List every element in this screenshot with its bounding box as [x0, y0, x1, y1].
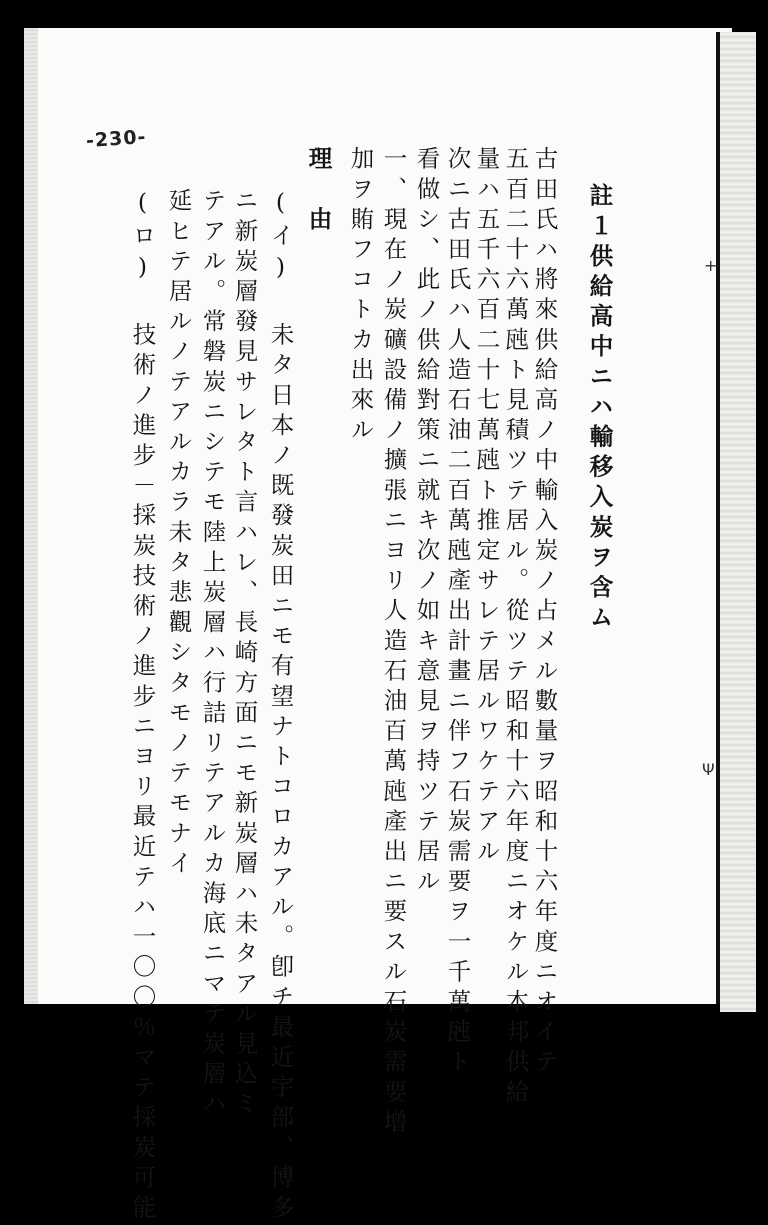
text-column: (ロ) 技術ノ進步－採炭技術ノ進步ニヨリ最近テハ一〇〇％マテ採炭可能	[128, 188, 157, 1225]
text-column: 加ヲ賄フコトカ出來ル	[346, 146, 375, 447]
text-column: 延ヒテ居ルノテアルカラ未タ悲觀シタモノテモナイ	[164, 188, 193, 881]
page-edge-left	[24, 28, 38, 1004]
text-column: 次ニ古田氏ハ人造石油二百萬瓲產出計畫ニ伴フ石炭需要ヲ一千萬瓲ト	[443, 146, 472, 1080]
text-column: ニ新炭層發見サレタト言ハレ、長崎方面ニモ新炭層ハ未タアル見込ミ	[230, 188, 259, 1122]
text-column-note: 註１供給高中ニハ輸移入炭ヲ含ム	[585, 183, 614, 635]
margin-mark: Ψ	[702, 760, 715, 779]
text-column: テアル。常磐炭ニシテモ陸上炭層ハ行詰リテアルカ海底ニマテ炭層ハ	[198, 188, 227, 1122]
text-column: 一、現在ノ炭礦設備ノ擴張ニヨリ人造石油百萬瓲產出ニ要スル石炭需要增	[379, 146, 408, 1140]
text-column: 量ハ五千六百二十七萬瓲ト推定サレテ居ルワケテアル	[472, 146, 501, 869]
text-column: 古田氏ハ將來供給高ノ中輸入炭ノ占メル數量ヲ昭和十六年度ニオイテ	[530, 146, 559, 1080]
adjacent-page-edge	[720, 32, 756, 1012]
text-column: 五百二十六萬瓲ト見積ツテ居ル。從ツテ昭和十六年度ニオケル本邦供給	[501, 146, 530, 1110]
text-column: 看做シ、此ノ供給對策ニ就キ次ノ如キ意見ヲ持ツテ居ル	[412, 146, 441, 899]
text-column: (イ) 未タ日本ノ既發炭田ニモ有望ナトコロカアル。卽チ最近宇部、博多	[266, 188, 295, 1225]
section-heading: 理 由	[304, 146, 333, 237]
page-number: -230-	[85, 125, 148, 153]
margin-mark: +	[704, 256, 718, 275]
